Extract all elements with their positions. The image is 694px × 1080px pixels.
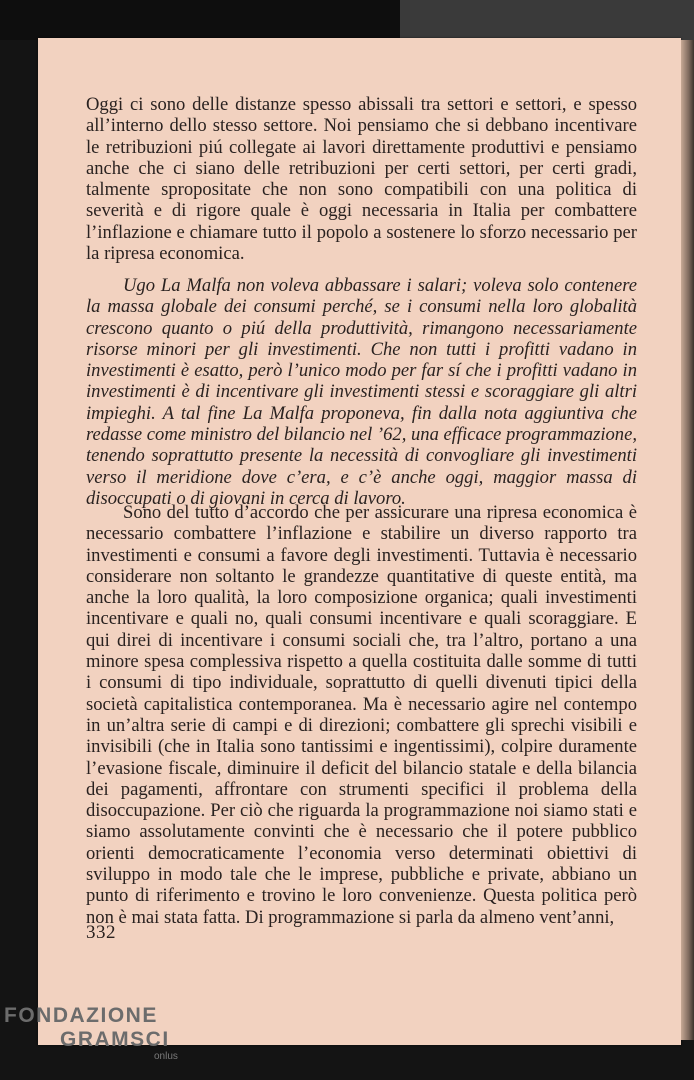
paragraph-3: Sono del tutto d’accordo che per assicurare una ripresa economica è necessario combattere l’inflazione e stabilire un diverso rapporto tra investimenti e consumi a favore degli investimenti. Tuttavia è necessario considerare non soltanto le grandezze quantitative di queste entità, ma anche la loro qualità, la loro composizione organica; quali investimenti incentivare e quali no, quali consumi incentivare e quali scoraggiare. E qui direi di incentivare i consumi sociali che, tra l’altro, portano a una minore spesa complessiva rispetto a quella costituita dalle somme di tutti i consumi di tipo individuale, soprattutto di quelli divenuti tipici della società capitalistica contemporanea. Ma è necessario agire nel contempo in un’altra serie di campi e di direzioni; combattere gli sprechi visibili e invisibili (che in Italia sono tantissimi e ingentissimi), colpire duramente l’evasione fiscale, diminuire il deficit del bilancio statale e della bilancia dei pagamenti, affrontare con strumenti specifici il problema della disoccupazione. Per ciò che riguarda la programmazione noi siamo stati e siamo assolutamente convinti che è necessario che il potere pubblico orienti democraticamente l’economia verso determinati obiettivi di sviluppo in modo tale che le imprese, pubbliche e private, abbiano un punto di riferimento e trovino le loro convenienze. Questa politica però non è mai stata fatta. Di programmazione si parla da almeno vent’anni, bbox=[86, 502, 637, 928]
watermark-line-2: GRAMSCI bbox=[60, 1028, 170, 1051]
page-edge bbox=[681, 40, 694, 1040]
page-number: 332 bbox=[86, 922, 116, 943]
paragraph-1: Oggi ci sono delle distanze spesso abissali tra settori e settori, e spesso all’interno dello stesso settore. Noi pensiamo che si debbano incentivare le retribuzioni piú collegate ai lavori direttamente produttivi e pensiamo anche che ci siano delle retribuzioni per certi settori, per certi gradi, talmente spropositate che non sono compatibili con una politica di severità e di rigore quale è oggi necessaria in Italia per combattere l’inflazione e chiamare tutto il popolo a sostenere lo sforzo necessario per la ripresa economica. bbox=[86, 94, 637, 265]
watermark-onlus: onlus bbox=[154, 1051, 178, 1062]
paragraph-2-italic-quote: Ugo La Malfa non voleva abbassare i salari; voleva solo contenere la massa globale dei consumi perché, se i consumi nella loro globalità crescono quanto o piú della produttività, rimangono necessariamente risorse minori per gli investimenti. Che non tutti i profitti vadano in investimenti è esatto, però l’unico modo per far sí che i profitti vadano in investimenti è di incentivare gli investimenti stessi e scoraggiare gli altri impieghi. A tal fine La Malfa proponeva, fin dalla nota aggiuntiva che redasse come ministro del bilancio nel ’62, una efficace programmazione, tenendo soprattutto presente la necessità di convogliare gli investimenti verso il meridione dove c’era, e c’è anche oggi, maggior massa di disoccupati o di giovani in cerca di lavoro. bbox=[86, 275, 638, 509]
scan-background-top-right bbox=[400, 0, 694, 40]
watermark-line-1: FONDAZIONE bbox=[4, 1004, 158, 1027]
fondazione-gramsci-watermark bbox=[4, 1004, 178, 1062]
